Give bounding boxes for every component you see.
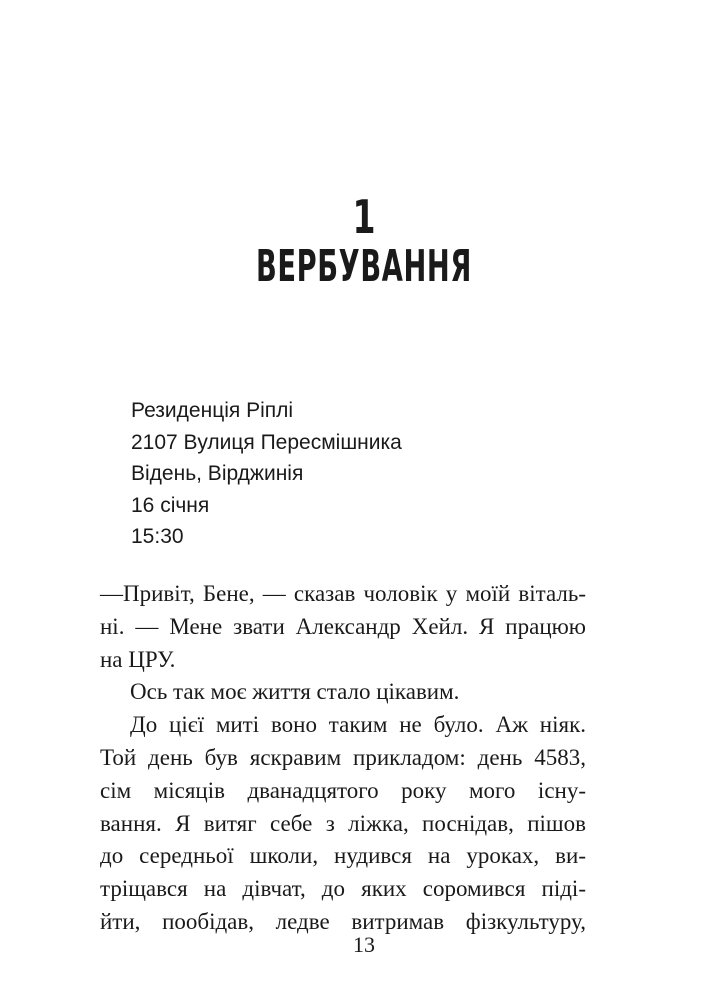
address-line: 16 січня <box>131 493 210 517</box>
chapter-title: ВЕРБУВАННЯ <box>255 241 473 292</box>
text-line: Той день був яскравим прикладом: день 4583, <box>100 744 586 770</box>
text-line: ні. — Мене звати Александр Хейл. Я працюю <box>100 613 586 639</box>
address-line: 15:30 <box>131 525 184 548</box>
text-line: тріщався на дівчат, до яких соромився піді- <box>100 876 586 902</box>
address-block <box>131 395 402 553</box>
text-line: на ЦРУ. <box>100 646 176 672</box>
text-line: сім місяців дванадцятого року мого існу- <box>100 777 586 803</box>
text-line: йти, пообідав, ледве витримав фізкультуру, <box>100 908 586 934</box>
text-line: до середньої школи, нудився на уроках, ви- <box>100 843 586 869</box>
body-text <box>100 578 586 939</box>
address-line: 2107 Вулиця Пересмішника <box>131 430 402 454</box>
page-number: 13 <box>353 932 375 957</box>
text-line: До цієї миті воно таким не було. Аж ніяк. <box>130 712 586 738</box>
address-line: Відень, Вірджинія <box>131 462 304 485</box>
address-line: Резиденція Ріплі <box>131 399 294 422</box>
text-line: Ось так моє життя стало цікавим. <box>130 679 460 705</box>
text-line: —Привіт, Бене, — сказав чоловік у моїй віталь- <box>100 581 586 606</box>
text-line: вання. Я витяг себе з ліжка, поснідав, пішов <box>100 810 586 836</box>
chapter-number: 1 <box>352 190 376 244</box>
